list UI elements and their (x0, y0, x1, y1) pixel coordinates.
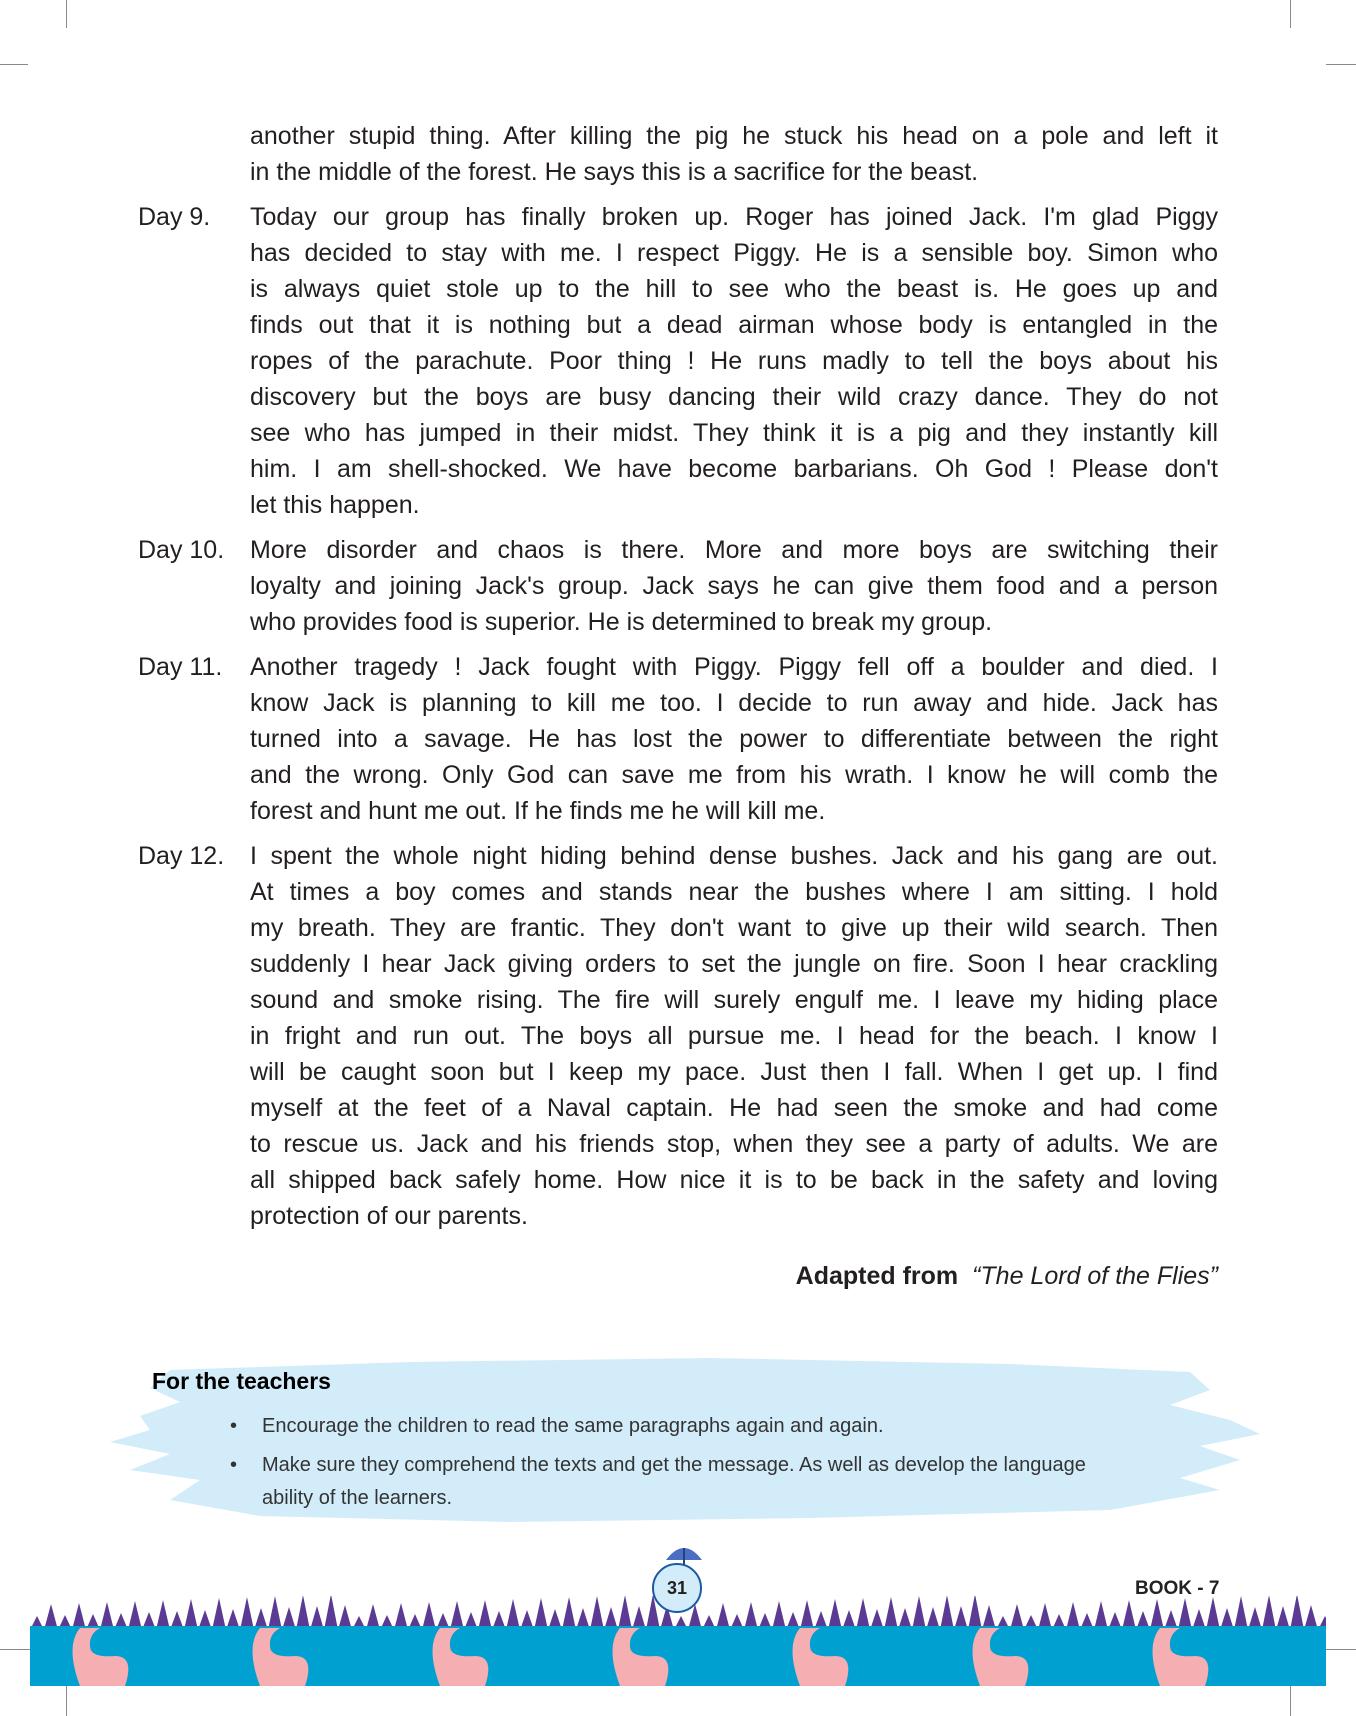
tree-icon (800, 1600, 814, 1630)
text-line: to rescue us. Jack and his friends stop, when they see a party of adults. We are (250, 1130, 1218, 1158)
text-line: forest and hunt me out. If he finds me he will kill me. (250, 797, 826, 825)
teachers-note-text: Encourage the children to read the same paragraphs again and again. (262, 1415, 884, 1437)
text-line: has decided to stay with me. I respect Piggy. He is a sensible boy. Simon who (250, 239, 1218, 267)
text-line: Today our group has finally broken up. Roger has joined Jack. I'm glad Piggy (250, 203, 1218, 231)
tree-icon (1290, 1596, 1304, 1630)
text-line: finds out that it is nothing but a dead airman whose body is entangled in the (250, 311, 1218, 339)
diary-entry (138, 649, 1218, 829)
tree-icon (100, 1602, 114, 1630)
text-line: another stupid thing. After killing the pig he stuck his head on a pole and left it (250, 122, 1218, 150)
tree-icon (156, 1600, 170, 1630)
tree-icon (1178, 1598, 1192, 1630)
tree-icon (1234, 1596, 1248, 1630)
teachers-note-item (230, 1410, 1142, 1443)
text-line: myself at the feet of a Naval captain. He had seen the smoke and had come (250, 1094, 1218, 1122)
diary-entry (138, 199, 1218, 523)
tree-icon (968, 1596, 982, 1630)
tree-icon (72, 1603, 86, 1630)
source-prefix: Adapted from (795, 1262, 959, 1290)
text-line: sound and smoke rising. The fire will surely engulf me. I leave my hiding place (250, 986, 1218, 1014)
tree-icon (450, 1601, 464, 1630)
water-band (30, 1626, 1326, 1686)
text-line: loyalty and joining Jack's group. Jack says he can give them food and a person (250, 572, 1218, 600)
tree-icon (240, 1597, 254, 1630)
diary-entry (138, 118, 1218, 190)
tree-icon (184, 1599, 198, 1630)
crop-mark (66, 0, 67, 28)
entry-day-label: Day 12. (138, 842, 225, 870)
text-line: Another tragedy ! Jack fought with Piggy. Piggy fell off a boulder and died. I (250, 653, 1218, 681)
tree-icon (744, 1602, 758, 1630)
text-line: suddenly I hear Jack giving orders to set the jungle on fire. Soon I hear crackling (250, 950, 1218, 978)
tree-icon (884, 1597, 898, 1630)
text-line: know Jack is planning to kill me too. I decide to run away and hide. Jack has (250, 689, 1218, 717)
text-line: protection of our parents. (250, 1202, 528, 1230)
text-line: More disorder and chaos is there. More and more boys are switching their (250, 536, 1218, 564)
text-line: in the middle of the forest. He says this is a sacrifice for the beast. (250, 158, 979, 186)
text-line: all shipped back safely home. How nice it is to be back in the safety and loving (250, 1166, 1218, 1194)
source-title: “The Lord of the Flies” (972, 1262, 1218, 1290)
tree-icon (618, 1596, 632, 1630)
diary-text (138, 118, 1218, 1243)
tree-icon (422, 1602, 436, 1630)
tree-icon (1094, 1601, 1108, 1630)
tree-icon (562, 1597, 576, 1630)
text-line: ropes of the parachute. Poor thing ! He runs madly to tell the boys about his (250, 347, 1218, 375)
tree-icon (716, 1603, 730, 1630)
entry-day-label: Day 11. (138, 653, 223, 681)
crop-mark (1326, 64, 1356, 65)
diary-entry (138, 838, 1218, 1234)
entry-day-label: Day 10. (138, 536, 225, 564)
tree-icon (128, 1601, 142, 1630)
tree-icon (940, 1596, 954, 1630)
bullet: • (230, 1415, 238, 1437)
text-line: is always quiet stole up to the hill to see who the beast is. He goes up and (250, 275, 1218, 303)
teachers-note-text: Make sure they comprehend the texts and get the message. As well as develop the language ability of the learners. (262, 1454, 1086, 1509)
entry-day-label: Day 9. (138, 203, 211, 231)
tree-icon (478, 1600, 492, 1630)
text-line: him. I am shell-shocked. We have become barbarians. Oh God ! Please don't (250, 455, 1218, 483)
tree-icon (828, 1599, 842, 1630)
text-line: and the wrong. Only God can save me from his wrath. I know he will comb the (250, 761, 1218, 789)
teachers-note-list (230, 1410, 1142, 1521)
tree-icon (1262, 1596, 1276, 1630)
source-credit (796, 1262, 1218, 1291)
tree-icon (1150, 1599, 1164, 1630)
teachers-note-item (230, 1449, 1142, 1515)
text-line: let this happen. (250, 491, 420, 519)
text-line: At times a boy comes and stands near the bushes where I am sitting. I hold (250, 878, 1218, 906)
page-number: 31 (652, 1563, 702, 1613)
tree-icon (1122, 1600, 1136, 1630)
text-line: see who has jumped in their midst. They think it is a pig and they instantly kill (250, 419, 1218, 447)
tree-icon (590, 1596, 604, 1630)
tree-icon (772, 1601, 786, 1630)
crop-mark (1326, 1649, 1356, 1650)
tree-icon (1066, 1602, 1080, 1630)
teachers-note-title: For the teachers (152, 1368, 331, 1394)
tree-icon (324, 1596, 338, 1630)
tree-icon (912, 1596, 926, 1630)
tree-icon (394, 1603, 408, 1630)
tree-icon (296, 1596, 310, 1630)
text-line: I spent the whole night hiding behind dense bushes. Jack and his gang are out. (250, 842, 1218, 870)
text-line: who provides food is superior. He is determined to break my group. (250, 608, 993, 636)
crop-mark (1290, 0, 1291, 28)
text-line: turned into a savage. He has lost the power to differentiate between the right (250, 725, 1218, 753)
text-line: discovery but the boys are busy dancing their wild crazy dance. They do not (250, 383, 1218, 411)
diary-entry (138, 532, 1218, 640)
tree-icon (506, 1599, 520, 1630)
crop-mark (66, 1686, 67, 1716)
text-line: in fright and run out. The boys all pursue me. I head for the beach. I know I (250, 1022, 1218, 1050)
bullet: • (230, 1454, 238, 1476)
crop-mark (0, 64, 28, 65)
tree-icon (212, 1598, 226, 1630)
crop-mark (1290, 1686, 1291, 1716)
text-line: my breath. They are frantic. They don't want to give up their wild search. Then (250, 914, 1218, 942)
tree-icon (268, 1596, 282, 1630)
tree-icon (534, 1598, 548, 1630)
book-label: BOOK - 7 (1135, 1578, 1220, 1599)
text-line: will be caught soon but I keep my pace. Just then I fall. When I get up. I find (250, 1058, 1218, 1086)
tree-icon (1038, 1603, 1052, 1630)
tree-icon (856, 1598, 870, 1630)
crop-mark (0, 1649, 30, 1650)
tree-icon (1206, 1597, 1220, 1630)
